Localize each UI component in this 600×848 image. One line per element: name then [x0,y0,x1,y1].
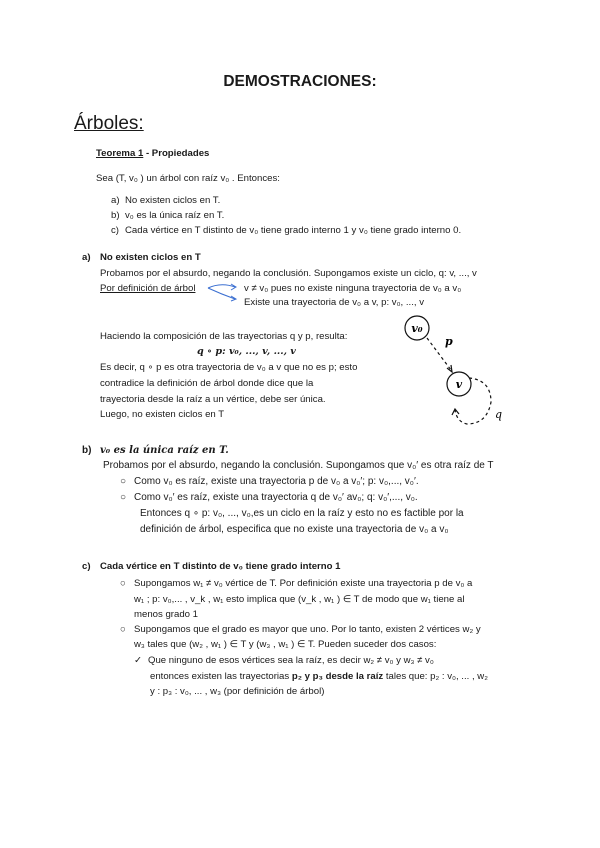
part-a-line-3: Existe una trayectoria de v₀ a v, p: v₀, ..., v [244,297,425,308]
theorem-heading [96,148,209,159]
edge-p-label: p [445,335,453,348]
part-a-line-8: trayectoria desde la raíz a un vértice, debe ser única. [100,394,326,405]
part-c-line-5: w₃ tales que (w₂ , w₁ ) ∈ T y (w₃ , w₁ ) ∈ T. Pueden suceder dos casos: [134,639,437,650]
part-c-case-1: ✓ Que ninguno de esos vértices sea la raíz, es decir w₂ ≠ v₀ y w₃ ≠ v₀ [134,655,434,666]
part-c-heading: c) Cada vértice en T distinto de v₀ tiene grado interno 1 [82,561,341,572]
part-b-heading: b) v₀ es la única raíz en T. [82,445,229,456]
part-a-composition: q ∘ p: v₀, ..., v, ..., v [197,346,296,357]
part-c-line-3: menos grado 1 [134,609,198,620]
node-v-label: v [455,378,463,391]
part-c-bullet-1: ○ Supongamos w₁ ≠ v₀ vértice de T. Por definición existe una trayectoria p de v₀ a [120,578,473,589]
part-a-line-6: Es decir, q ∘ p es otra trayectoria de v₀ a v que no es p; esto [100,362,358,373]
cycle-diagram [395,312,525,432]
part-b-bullet-1: ○ Como v₀ es raíz, existe una trayectoria p de v₀ a v₀′; p: v₀,..., v₀′. [120,476,419,487]
check-icon: ✓ [134,655,143,666]
part-c-bullet-2: ○ Supongamos que el grado es mayor que uno. Por lo tanto, existen 2 vértices w₂ y [120,624,481,635]
theorem-label-rest: - Propiedades [143,148,210,159]
edge-q-label: q [495,408,503,421]
part-c-line-7: entonces existen las trayectorias p₂ y p₃ desde la raíz tales que: p₂ : v₀, ... , w₂ [150,671,488,682]
part-a-line-7: contradice la definición de árbol donde dice que la [100,378,314,389]
part-b-bullet-2: ○ Como v₀′ es raíz, existe una trayectoria q de v₀′ av₀; q: v₀′,..., v₀. [120,492,418,503]
part-b-line-3: Entonces q ∘ p: v₀, ..., v₀,es un ciclo en la raíz y esto no es factible por la [140,508,464,519]
part-a-definition-label: Por definición de árbol [100,283,196,294]
part-c-line-2: w₁ ; p: v₀,... , v_k , w₁ esto implica que (v_k , w₁ ) ∈ T de modo que w₁ tiene al [134,594,465,605]
node-v0-label: v₀ [411,322,423,335]
theorem-label: Teorema 1 [96,148,144,159]
theorem-item-a: a) No existen ciclos en T. [111,195,221,206]
part-a-line-4: Haciendo la composición de las trayectorias q y p, resulta: [100,331,348,342]
part-a-heading: a) No existen ciclos en T [82,252,201,263]
theorem-item-b: b) v₀ es la única raíz en T. [111,210,225,221]
theorem-intro: Sea (T, v₀ ) un árbol con raíz v₀ . Entonces: [96,173,280,184]
part-a-line-1: Probamos por el absurdo, negando la conclusión. Supongamos existe un ciclo, q: v, ..., v [100,268,477,279]
part-b-line-4: definición de árbol, especifica que no existe una trayectoria de v₀ a v₀ [140,524,449,535]
branch-arrow-icon [207,280,239,302]
part-c-line-8: y : p₃ : v₀, ... , w₃ (por definición de árbol) [150,686,325,697]
section-heading: Árboles: [74,113,144,134]
part-b-line-1: Probamos por el absurdo, negando la conclusión. Supongamos que v₀′ es otra raíz de T [103,460,494,471]
part-a-line-9: Luego, no existen ciclos en T [100,409,225,420]
part-a-line-2: v ≠ v₀ pues no existe ninguna trayectoria de v₀ a v₀ [244,283,462,294]
theorem-item-c: c) Cada vértice en T distinto de v₀ tiene grado interno 1 y v₀ tiene grado interno 0. [111,225,462,236]
page-title: DEMOSTRACIONES: [223,73,377,90]
